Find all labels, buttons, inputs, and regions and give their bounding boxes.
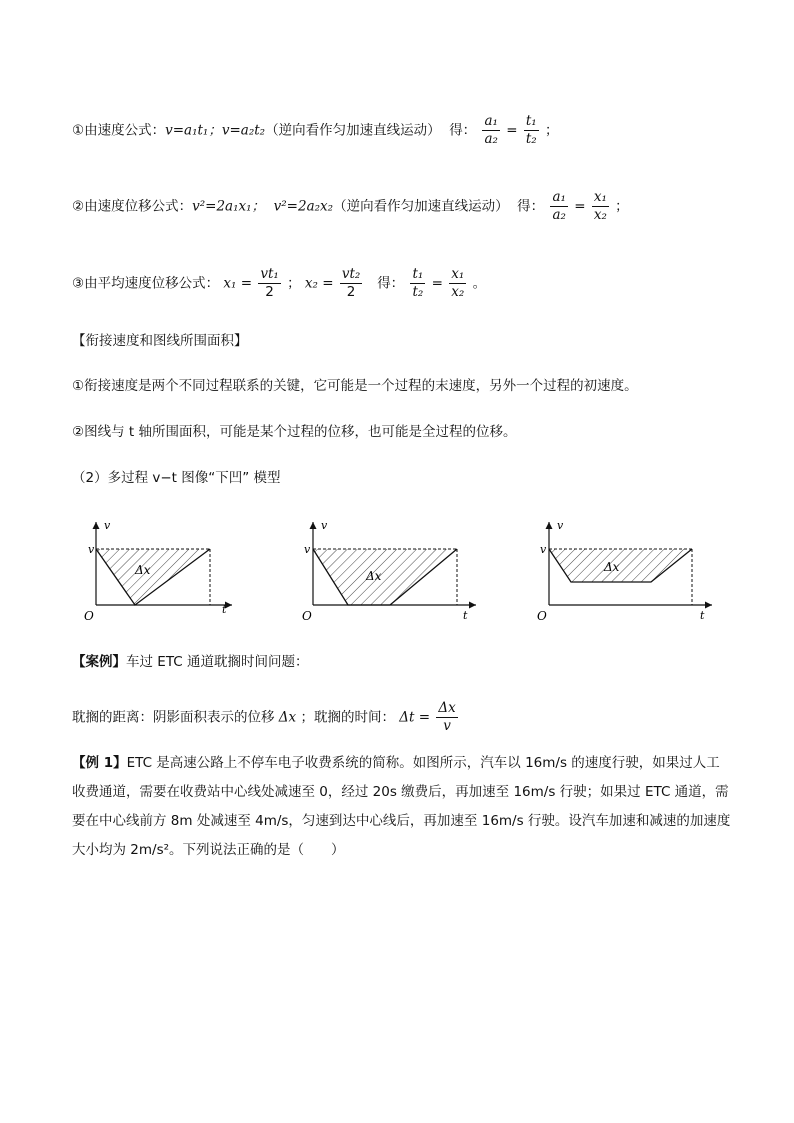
- area-label: Δx: [604, 560, 620, 574]
- example-line: 【例 1】ETC 是高速公路上不停车电子收费系统的简称。如图所示，汽车以 16m/s 的速度行驶，如果过人工: [72, 755, 720, 771]
- graph-panel-3: [537, 519, 712, 623]
- example-line: 收费通道，需要在收费站中心线处减速至 0，经过 20s 缴费后，再加速至 16m/s 行驶；如果过 ETC 通道，需: [72, 784, 729, 800]
- origin-label: O: [537, 609, 547, 623]
- v-level-label: v: [540, 543, 547, 556]
- formula-average-velocity: ③由平均速度位移公式： x₁ = $\frac{\text{vt₁}}{2}$ ； x₂ = $\frac{\text{vt₂}}{2}$ 得： $\frac{\text{t₁}}{\text{t₂}}$ = $\frac{\text{x₁}}{\text{x₂}}$ 。: [72, 266, 487, 300]
- t-axis-label: t: [463, 609, 468, 622]
- section-heading: 【衔接速度和图线所围面积】: [72, 333, 248, 349]
- v-level-label: v: [88, 543, 95, 556]
- fraction: $\frac{\text{a₁}}{\text{a₂}}$: [552, 189, 566, 223]
- fraction: $\frac{\text{vt₂}}{2}$: [341, 266, 361, 300]
- origin-label: O: [84, 609, 94, 623]
- formula-velocity-displacement: ②由速度位移公式：v²=2a₁x₁； v²=2a₂x₂（逆向看作匀加速直线运动） 得： $\frac{\text{a₁}}{\text{a₂}}$ = $\frac{\text{x₁}}{\text{x₂}}$ ；: [72, 189, 629, 223]
- point-1: ①衔接速度是两个不同过程联系的关键，它可能是一个过程的末速度，另外一个过程的初速度。: [72, 378, 638, 394]
- t-axis-label: t: [700, 609, 705, 622]
- case-delay: 耽搁的距离：阴影面积表示的位移 Δx ；耽搁的时间： Δt = $\frac{\Delta x}{v}$: [72, 700, 456, 734]
- fraction: $\frac{\text{t₁}}{\text{t₂}}$: [525, 113, 537, 147]
- graph-panel-2: [302, 519, 476, 623]
- v-level-label: v: [304, 543, 311, 556]
- v-axis-label: v: [557, 519, 564, 532]
- origin-label: O: [302, 609, 312, 623]
- area-label: Δx: [135, 563, 151, 577]
- area-label: Δx: [366, 569, 382, 583]
- formula-velocity: ①由速度公式：v=a₁t₁；v=a₂t₂（逆向看作匀加速直线运动） 得： $\frac{\text{a₁}}{\text{a₂}}$ = $\frac{\text{t₁}}{\text{t₂}}$ ；: [72, 113, 559, 147]
- v-axis-label: v: [104, 519, 111, 532]
- example-line: 大小均为 2m/s²。下列说法正确的是（ ）: [72, 842, 345, 858]
- fraction: $\frac{\text{x₁}}{\text{x₂}}$: [451, 266, 465, 300]
- shaded-area: [313, 549, 457, 605]
- point-2: ②图线与 t 轴所围面积，可能是某个过程的位移，也可能是全过程的位移。: [72, 424, 517, 440]
- fraction: $\frac{\text{vt₁}}{2}$: [260, 266, 279, 300]
- fraction: $\frac{\Delta x}{v}$: [438, 700, 456, 734]
- t-axis-label: t: [222, 603, 227, 616]
- model-heading: （2）多过程 v−t 图像“下凹” 模型: [72, 470, 281, 486]
- vt-graphs: [0, 510, 794, 660]
- fraction: $\frac{\text{x₁}}{\text{x₂}}$: [593, 189, 607, 223]
- case-heading: 【案例】车过 ETC 通道耽搁时间问题：: [72, 654, 309, 670]
- example-line: 要在中心线前方 8m 处减速至 4m/s，匀速到达中心线后，再加速至 16m/s 行驶。设汽车加速和减速的加速度: [72, 813, 731, 829]
- example-1: [72, 749, 732, 865]
- graph-panel-1: [84, 519, 232, 623]
- fraction: $\frac{\text{t₁}}{\text{t₂}}$: [412, 266, 424, 300]
- shaded-area: [96, 549, 210, 605]
- fraction: $\frac{\text{a₁}}{\text{a₂}}$: [484, 113, 498, 147]
- v-axis-label: v: [321, 519, 328, 532]
